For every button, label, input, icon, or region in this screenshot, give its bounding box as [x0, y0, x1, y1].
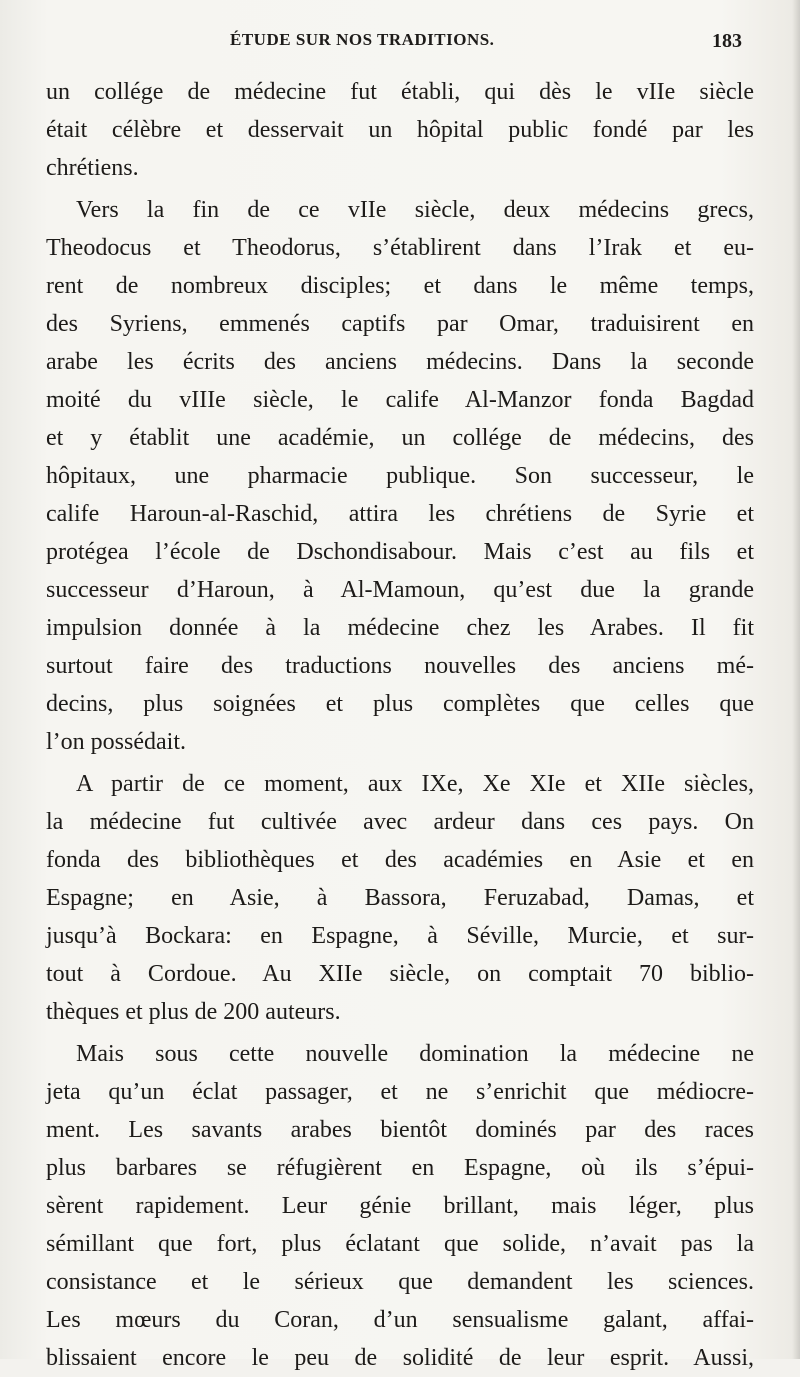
text-line: Mais sous cette nouvelle domination la médecine ne — [76, 1041, 754, 1067]
text-line: plus barbares se réfugièrent en Espagne, où ils s’épui- — [46, 1155, 754, 1181]
text-line: Theodocus et Theodorus, s’établirent dans l’Irak et eu- — [46, 235, 754, 261]
text-line: thèques et plus de 200 auteurs. — [46, 999, 341, 1025]
body-text — [46, 73, 754, 1377]
text-line: consistance et le sérieux que demandent les sciences. — [46, 1269, 754, 1295]
text-line: surtout faire des traductions nouvelles des anciens mé- — [46, 653, 754, 679]
text-line: Les mœurs du Coran, d’un sensualisme galant, affai- — [46, 1307, 754, 1333]
text-line: était célèbre et desservait un hôpital public fondé par les — [46, 117, 754, 143]
paragraph-2 — [46, 191, 754, 761]
page-header — [0, 30, 800, 64]
text-line: sèrent rapidement. Leur génie brillant, mais léger, plus — [46, 1193, 754, 1219]
text-line: moité du vIIIe siècle, le calife Al-Manzor fonda Bagdad — [46, 387, 754, 413]
text-line: blissaient encore le peu de solidité de leur esprit. Aussi, — [46, 1345, 754, 1371]
paragraph-4 — [46, 1035, 754, 1377]
text-line: arabe les écrits des anciens médecins. Dans la seconde — [46, 349, 754, 375]
text-line: hôpitaux, une pharmacie publique. Son successeur, le — [46, 463, 754, 489]
text-line: fonda des bibliothèques et des académies en Asie et en — [46, 847, 754, 873]
text-line: tout à Cordoue. Au XIIe siècle, on comptait 70 biblio- — [46, 961, 754, 987]
text-line: Vers la fin de ce vIIe siècle, deux médecins grecs, — [76, 197, 754, 223]
page-edge-shadow — [792, 0, 800, 1359]
text-line: et y établit une académie, un collége de médecins, des — [46, 425, 754, 451]
text-line: chrétiens. — [46, 155, 139, 181]
text-line: Espagne; en Asie, à Bassora, Feruzabad, Damas, et — [46, 885, 754, 911]
text-line: calife Haroun-al-Raschid, attira les chrétiens de Syrie et — [46, 501, 754, 527]
page-number: 183 — [712, 30, 742, 52]
text-line: un collége de médecine fut établi, qui dès le vIIe siècle — [46, 79, 754, 105]
paragraph-1 — [46, 73, 754, 187]
paragraph-3 — [46, 765, 754, 1031]
text-line: des Syriens, emmenés captifs par Omar, traduisirent en — [46, 311, 754, 337]
text-line: jusqu’à Bockara: en Espagne, à Séville, Murcie, et sur- — [46, 923, 754, 949]
text-line: protégea l’école de Dschondisabour. Mais c’est au fils et — [46, 539, 754, 565]
running-head: ÉTUDE SUR NOS TRADITIONS. — [230, 30, 495, 49]
text-line: A partir de ce moment, aux IXe, Xe XIe et XIIe siècles, — [76, 771, 754, 797]
text-line: sémillant que fort, plus éclatant que solide, n’avait pas la — [46, 1231, 754, 1257]
text-line: rent de nombreux disciples; et dans le même temps, — [46, 273, 754, 299]
text-line: l’on possédait. — [46, 729, 186, 755]
text-line: decins, plus soignées et plus complètes que celles que — [46, 691, 754, 717]
text-line: jeta qu’un éclat passager, et ne s’enrichit que médiocre- — [46, 1079, 754, 1105]
text-line: la médecine fut cultivée avec ardeur dans ces pays. On — [46, 809, 754, 835]
text-line: ment. Les savants arabes bientôt dominés par des races — [46, 1117, 754, 1143]
text-line: impulsion donnée à la médecine chez les Arabes. Il fit — [46, 615, 754, 641]
text-line: successeur d’Haroun, à Al-Mamoun, qu’est due la grande — [46, 577, 754, 603]
